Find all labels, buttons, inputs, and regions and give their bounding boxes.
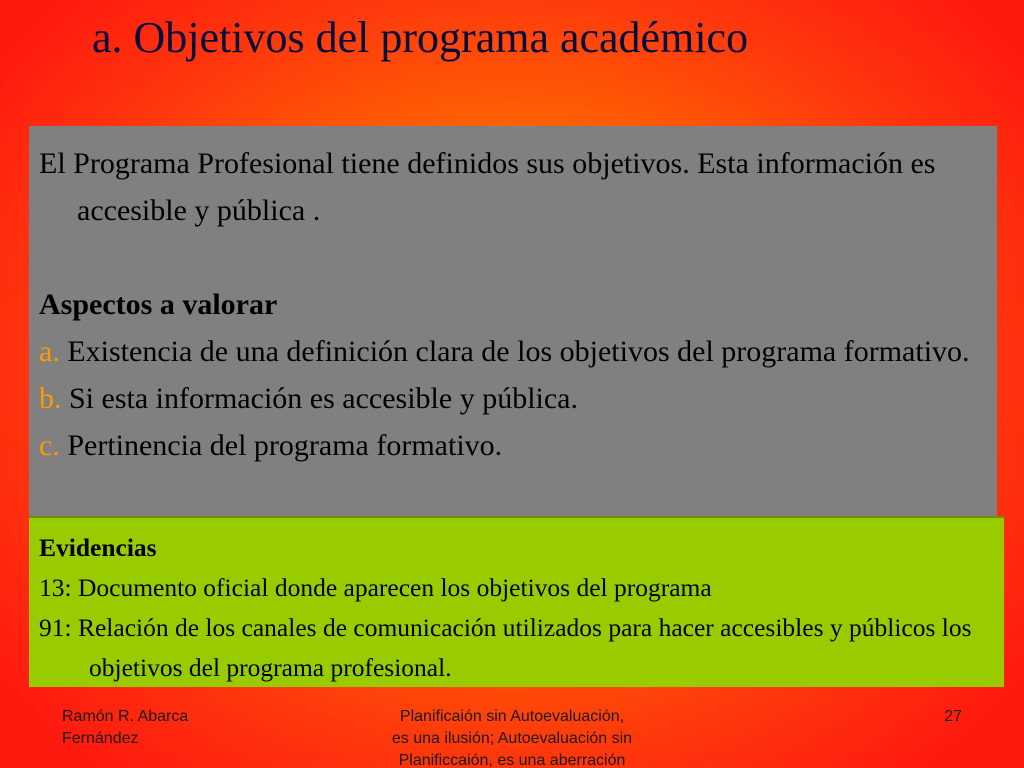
aspect-marker-c: c. xyxy=(39,429,60,462)
footer-author-line: Ramón R. Abarca xyxy=(62,708,189,725)
aspect-marker-b: b. xyxy=(39,382,62,415)
footer-quote xyxy=(352,706,672,768)
footer-quote-line: Planificcaión, es una aberración xyxy=(398,752,626,768)
aspect-text-b: Si esta información es accesible y pública. xyxy=(69,382,578,415)
slide-title: a. Objetivos del programa académico xyxy=(92,13,749,62)
aspect-item-c xyxy=(39,422,987,469)
spacer xyxy=(39,234,987,281)
footer-author-line: Fernández xyxy=(62,730,139,747)
footer-quote-line: es una ilusión; Autoevaluación sin xyxy=(391,730,633,747)
aspect-text-a: Existencia de una definición clara de los objetivos del programa formativo. xyxy=(67,335,970,368)
aspect-item-a xyxy=(39,328,987,375)
page-number: 27 xyxy=(944,708,962,725)
evidence-box xyxy=(29,516,1004,687)
evidence-heading: Evidencias xyxy=(39,533,157,562)
aspect-item-b xyxy=(39,375,987,422)
footer-quote-line: Planificaión sin Autoevaluación, xyxy=(399,708,625,725)
footer-author xyxy=(62,706,262,750)
content-box xyxy=(29,126,997,516)
aspect-text-c: Pertinencia del programa formativo. xyxy=(67,429,503,462)
evidence-item: 13: Documento oficial donde aparecen los objetivos del programa xyxy=(39,573,712,602)
evidence-item: 91: Relación de los canales de comunicación utilizados para hacer accesibles y públicos los objetivos del programa profesional. xyxy=(39,613,972,682)
intro-paragraph: El Programa Profesional tiene definidos sus objetivos. Esta información es accesible y pública . xyxy=(39,147,936,227)
aspect-marker-a: a. xyxy=(39,335,60,368)
aspects-heading: Aspectos a valorar xyxy=(39,288,278,321)
